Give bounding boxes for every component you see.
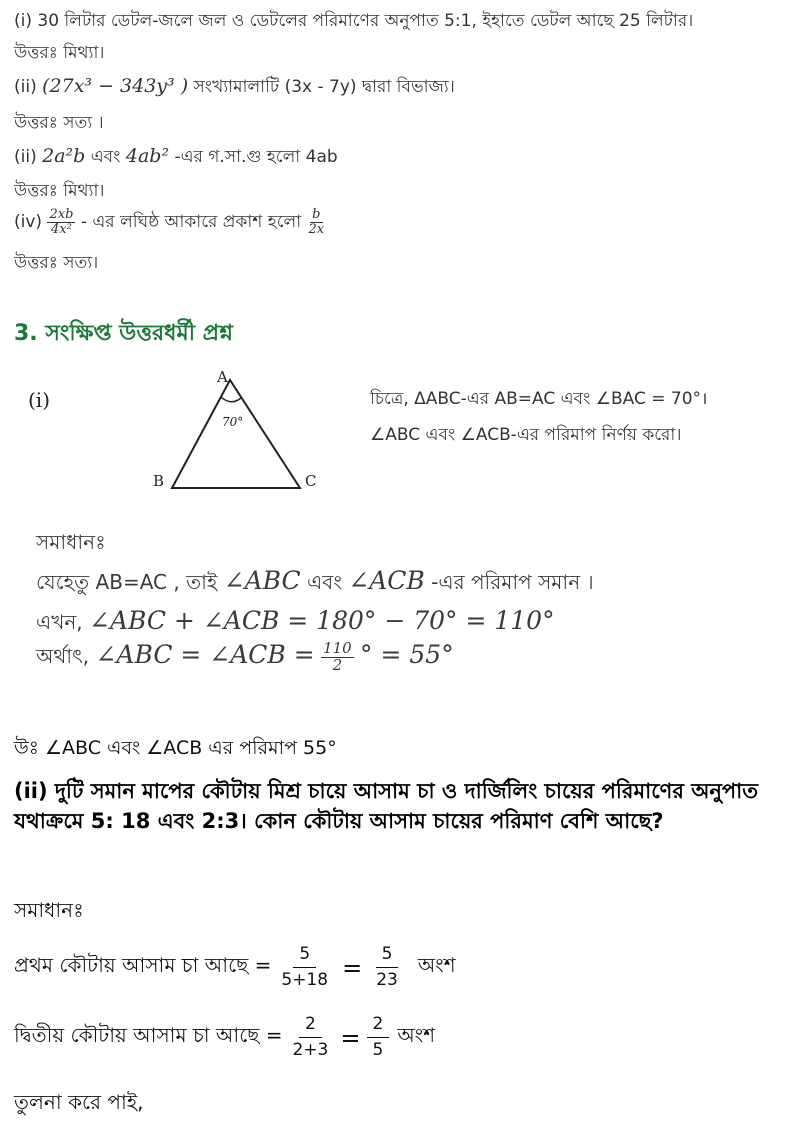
q2-line2-equals: = <box>340 1023 361 1052</box>
tf-item-4-frac-den: 4x² <box>51 221 72 237</box>
q1-sol1-e: -এর পরিমাপ সমান । <box>431 570 594 594</box>
tf-item-1: (i) 30 লিটার ডেটল-জলে জল ও ডেটলের পরিমাণের অনুপাত 5:1, ইহাতে ডেটল আছে 25 লিটার। <box>14 11 694 31</box>
vertex-label-a: A <box>217 368 228 386</box>
q1-sol3-b: ∠ABC = ∠ACB = <box>95 640 315 669</box>
q2-line2-text: দ্বিতীয় কৌটায় আসাম চা আছে = <box>14 1023 283 1048</box>
q1-sol3-c: ° = 55° <box>360 640 454 669</box>
tf-item-3-term1: 2a²b <box>42 145 86 167</box>
vertex-label-c: C <box>305 472 317 490</box>
tf-answer-4: উত্তরঃ সত্য। <box>14 253 99 273</box>
tf-item-3-mid: এবং <box>90 147 121 167</box>
tf-item-4-prefix: (iv) <box>14 212 43 233</box>
q2-line1-fraction-1 <box>275 944 334 992</box>
tf-item-4-mid: - এর লঘিষ্ঠ আকারে প্রকাশ হলো <box>80 212 302 233</box>
q1-sol1-d: ∠ACB <box>348 566 425 595</box>
q1-solution-line3 <box>36 640 454 675</box>
q2-line1-text: প্রথম কৌটায় আসাম চা আছে = <box>14 953 272 978</box>
q2-line2-tail: অংশ <box>397 1023 436 1048</box>
tf-item-2-expr: (27x³ − 343y³ ) <box>42 75 189 97</box>
q2-line2-f2-den: 5 <box>372 1040 384 1061</box>
tf-answer-1: উত্তরঃ মিথ্যা। <box>14 43 105 63</box>
q1-sol1-c: এবং <box>306 570 342 594</box>
q1-sol2-a: এখন, <box>36 610 83 634</box>
q2-question: (ii) দুটি সমান মাপের কৌটায় মিশ্র চায়ে আসাম চা ও দার্জিলিং চায়ের পরিমাণের অনুপাত যথাক্রমে 5: 18 এবং 2:3। কোন কৌটায় আসাম চায়ের পরিমাণ বেশি আছে? <box>14 779 759 834</box>
angle-label: 70° <box>222 415 244 429</box>
tf-item-3 <box>14 144 338 172</box>
q1-sol3-a: অর্থাৎ, <box>36 644 90 668</box>
q1-sol3-den: 2 <box>332 656 343 674</box>
q2-line2-fraction-2 <box>367 1014 390 1062</box>
q1-sol2-b: ∠ABC + ∠ACB = 180° − 70° = 110° <box>89 606 555 635</box>
angle-arc <box>221 397 241 402</box>
q2-line3: তুলনা করে পাই, <box>14 1090 144 1114</box>
tf-item-3-prefix: (ii) <box>14 147 37 167</box>
q1-label: (i) <box>28 388 51 412</box>
tf-answer-2: উত্তরঃ সত্য । <box>14 113 104 133</box>
tf-item-3-suffix: -এর গ.সা.গু হলো 4ab <box>174 147 338 167</box>
q2-line1-equals: = <box>342 953 363 982</box>
q2-line2-f1-num: 2 <box>299 1014 322 1038</box>
q2-line2-fraction-1 <box>287 1014 335 1062</box>
q1-sol3-fraction <box>321 641 354 674</box>
tf-item-2 <box>14 74 455 102</box>
q1-sol1-b: ∠ABC <box>223 566 301 595</box>
q1-sol3-num: 110 <box>323 639 352 658</box>
q2-line2-f1-den: 2+3 <box>292 1040 329 1061</box>
vertex-label-b: B <box>153 472 165 490</box>
tf-item-4-frac-num: 2xb <box>49 207 74 222</box>
tf-item-3-term2: 4ab² <box>125 145 170 167</box>
q2-solution-label: সমাধানঃ <box>14 898 84 922</box>
q2-line1-tail: অংশ <box>417 953 456 978</box>
q1-text-line1: চিত্রে, ΔABC-এর AB=AC এবং ∠BAC = 70°। <box>370 389 708 409</box>
q1-text-line2: ∠ABC এবং ∠ACB-এর পরিমাপ নির্ণয় করো। <box>370 425 682 445</box>
q2-line1-f2-den: 23 <box>376 970 398 991</box>
q2-line1-fraction-2 <box>370 944 404 992</box>
q2-line1 <box>14 944 456 992</box>
tf-item-4-fraction-2 <box>307 208 327 236</box>
triangle-figure <box>140 368 340 498</box>
q1-answer: উঃ ∠ABC এবং ∠ACB এর পরিমাপ 55° <box>14 737 337 759</box>
tf-item-4-frac2-den: 2x <box>308 221 325 237</box>
q1-solution-label: সমাধানঃ <box>36 530 106 554</box>
q1-solution-line1 <box>36 566 594 601</box>
tf-item-4-frac2-num: b <box>312 207 321 222</box>
tf-item-2-prefix: (ii) <box>14 77 37 97</box>
q2-line2 <box>14 1014 435 1062</box>
section-heading: 3. সংক্ষিপ্ত উত্তরধর্মী প্রশ্ন <box>14 321 233 346</box>
q2-line1-f1-num: 5 <box>293 944 316 968</box>
triangle-abc <box>172 380 300 488</box>
q2-line1-f1-den: 5+18 <box>281 970 329 991</box>
tf-item-4-fraction <box>47 208 75 236</box>
tf-item-4 <box>14 208 326 237</box>
q2-line1-f2-num: 5 <box>376 944 399 968</box>
q2-line2-f2-num: 2 <box>367 1014 390 1038</box>
tf-item-2-suffix: সংখ্যামালাটি (3x - 7y) দ্বারা বিভাজ্য। <box>193 77 455 97</box>
q1-solution-line2 <box>36 606 555 641</box>
tf-answer-3: উত্তরঃ মিথ্যা। <box>14 181 105 201</box>
q1-sol1-a: যেহেতু AB=AC , তাই <box>36 570 218 594</box>
